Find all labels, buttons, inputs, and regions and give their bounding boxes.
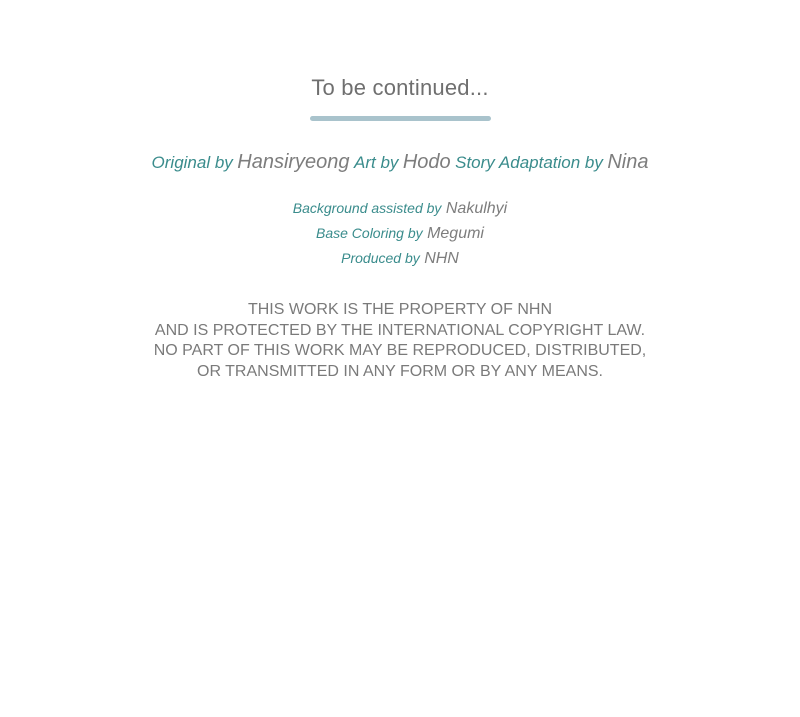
- original-name: Hansiryeong: [237, 151, 350, 173]
- story-name: Nina: [607, 151, 649, 173]
- original-role: Original by: [151, 153, 233, 172]
- to-be-continued-heading: To be continued...: [311, 75, 489, 100]
- coloring-name: Megumi: [427, 225, 484, 242]
- copyright-line: THIS WORK IS THE PROPERTY OF NHN: [247, 301, 553, 318]
- background-name: Nakulhyi: [445, 200, 508, 217]
- main-credits: [0, 148, 800, 178]
- art-role: Art by: [354, 153, 399, 172]
- credit-line-coloring: [0, 221, 800, 246]
- story-role: Story Adaptation by: [455, 153, 603, 172]
- producer-name: NHN: [424, 250, 459, 267]
- coloring-role: Base Coloring by: [316, 225, 423, 241]
- credit-line-background: [0, 196, 800, 221]
- art-name: Hodo: [402, 151, 451, 173]
- copyright-line: AND IS PROTECTED BY THE INTERNATIONAL COPYRIGHT LAW.: [154, 321, 646, 339]
- background-role: Background assisted by: [292, 200, 442, 216]
- copyright-line: NO PART OF THIS WORK MAY BE REPRODUCED, DISTRIBUTED,: [153, 342, 647, 359]
- producer-role: Produced by: [341, 250, 420, 266]
- assist-credits: [0, 196, 800, 271]
- copyright-line: OR TRANSMITTED IN ANY FORM OR BY ANY MEANS.: [197, 362, 603, 380]
- heading-divider: [310, 116, 491, 121]
- copyright-notice: [0, 300, 800, 382]
- credit-line-producer: [0, 246, 800, 271]
